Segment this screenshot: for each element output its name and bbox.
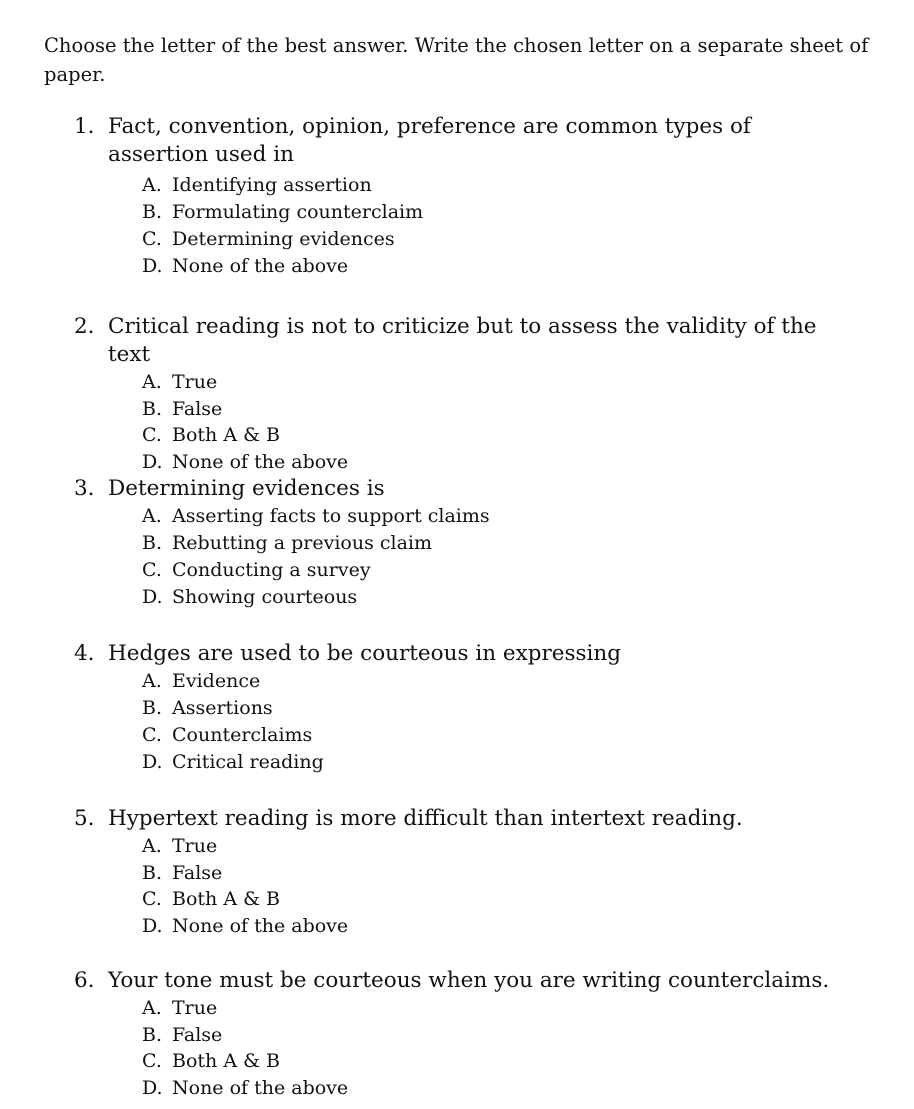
option-d <box>0 449 914 476</box>
question-number: 2. <box>74 314 95 339</box>
question-number: 6. <box>74 968 95 993</box>
option-letter: B. <box>142 397 163 420</box>
option-text: Conducting a survey <box>172 559 371 581</box>
option-text: False <box>172 397 223 420</box>
option-c <box>0 226 914 253</box>
option-b <box>0 1022 914 1049</box>
question-stem <box>0 640 838 668</box>
option-list <box>0 172 914 280</box>
option-letter: D. <box>142 914 163 937</box>
option-text: Asserting facts to support claims <box>172 505 490 527</box>
option-text: True <box>172 835 218 857</box>
option-b <box>0 199 914 226</box>
instructions: Choose the letter of the best answer. Write the chosen letter on a separate sheet of paper. <box>44 34 869 86</box>
question-5 <box>0 805 914 939</box>
option-b <box>0 396 914 423</box>
option-text: Assertions <box>172 697 273 719</box>
option-letter: B. <box>142 532 163 554</box>
option-letter: A. <box>142 505 162 527</box>
option-d <box>0 913 914 940</box>
option-c <box>0 722 914 749</box>
option-letter: A. <box>142 670 162 692</box>
question-text: Determining evidences is <box>108 476 385 501</box>
question-number: 4. <box>74 641 95 666</box>
option-text: Identifying assertion <box>172 174 372 196</box>
option-text: None of the above <box>172 450 349 473</box>
option-text: Counterclaims <box>172 724 313 746</box>
option-letter: D. <box>142 1076 163 1099</box>
option-letter: D. <box>142 751 163 773</box>
option-a <box>0 995 914 1022</box>
option-a <box>0 833 914 860</box>
option-text: Both A & B <box>172 888 280 910</box>
question-6 <box>0 967 914 1101</box>
option-text: Critical reading <box>172 751 324 773</box>
option-letter: C. <box>142 559 162 581</box>
option-a <box>0 503 914 530</box>
option-text: Both A & B <box>172 1050 280 1072</box>
option-text: None of the above <box>172 255 349 277</box>
question-1 <box>0 113 914 280</box>
question-stem <box>0 967 868 995</box>
option-d <box>0 253 914 280</box>
option-letter: A. <box>142 371 162 393</box>
option-text: False <box>172 1023 223 1046</box>
option-text: Showing courteous <box>172 586 358 608</box>
option-letter: B. <box>142 861 163 884</box>
option-a <box>0 668 914 695</box>
question-text: Fact, convention, opinion, preference are common types of assertion used in <box>108 114 751 167</box>
option-letter: C. <box>142 888 162 910</box>
option-text: Formulating counterclaim <box>172 201 424 223</box>
option-letter: D. <box>142 586 163 608</box>
option-text: Rebutting a previous claim <box>172 532 433 554</box>
option-text: Both A & B <box>172 424 280 446</box>
question-4 <box>0 640 914 776</box>
option-c <box>0 422 914 449</box>
option-list <box>0 503 914 611</box>
question-stem <box>0 805 838 833</box>
question-stem <box>0 313 848 369</box>
question-text: Hedges are used to be courteous in expressing <box>108 641 622 666</box>
option-letter: C. <box>142 424 162 446</box>
option-letter: C. <box>142 1050 162 1072</box>
option-b <box>0 860 914 887</box>
option-d <box>0 584 914 611</box>
option-letter: A. <box>142 174 162 196</box>
question-2 <box>0 313 914 475</box>
option-c <box>0 1048 914 1075</box>
option-b <box>0 695 914 722</box>
option-letter: D. <box>142 255 163 277</box>
option-letter: B. <box>142 1023 163 1046</box>
question-number: 3. <box>74 476 95 501</box>
option-text: True <box>172 997 218 1019</box>
option-letter: A. <box>142 997 162 1019</box>
option-text: False <box>172 861 223 884</box>
question-number: 1. <box>74 114 95 139</box>
option-list <box>0 995 914 1101</box>
option-letter: B. <box>142 201 163 223</box>
question-number: 5. <box>74 806 95 831</box>
option-list <box>0 668 914 776</box>
option-c <box>0 557 914 584</box>
option-b <box>0 530 914 557</box>
option-letter: A. <box>142 835 162 857</box>
question-stem <box>0 113 838 169</box>
option-letter: C. <box>142 724 162 746</box>
question-3 <box>0 475 914 611</box>
option-a <box>0 369 914 396</box>
question-text: Hypertext reading is more difficult than intertext reading. <box>108 806 743 831</box>
option-text: Determining evidences <box>172 228 395 250</box>
option-letter: D. <box>142 450 163 473</box>
option-text: None of the above <box>172 914 349 937</box>
option-text: Evidence <box>172 670 261 692</box>
option-d <box>0 1075 914 1102</box>
option-c <box>0 886 914 913</box>
option-d <box>0 749 914 776</box>
option-text: True <box>172 371 218 393</box>
question-stem <box>0 475 838 503</box>
option-letter: B. <box>142 697 163 719</box>
question-text: Critical reading is not to criticize but to assess the validity of the text <box>108 314 817 367</box>
option-list <box>0 833 914 939</box>
question-text: Your tone must be courteous when you are writing counterclaims. <box>108 968 830 993</box>
option-a <box>0 172 914 199</box>
option-text: None of the above <box>172 1076 349 1099</box>
option-list <box>0 369 914 475</box>
option-letter: C. <box>142 228 162 250</box>
